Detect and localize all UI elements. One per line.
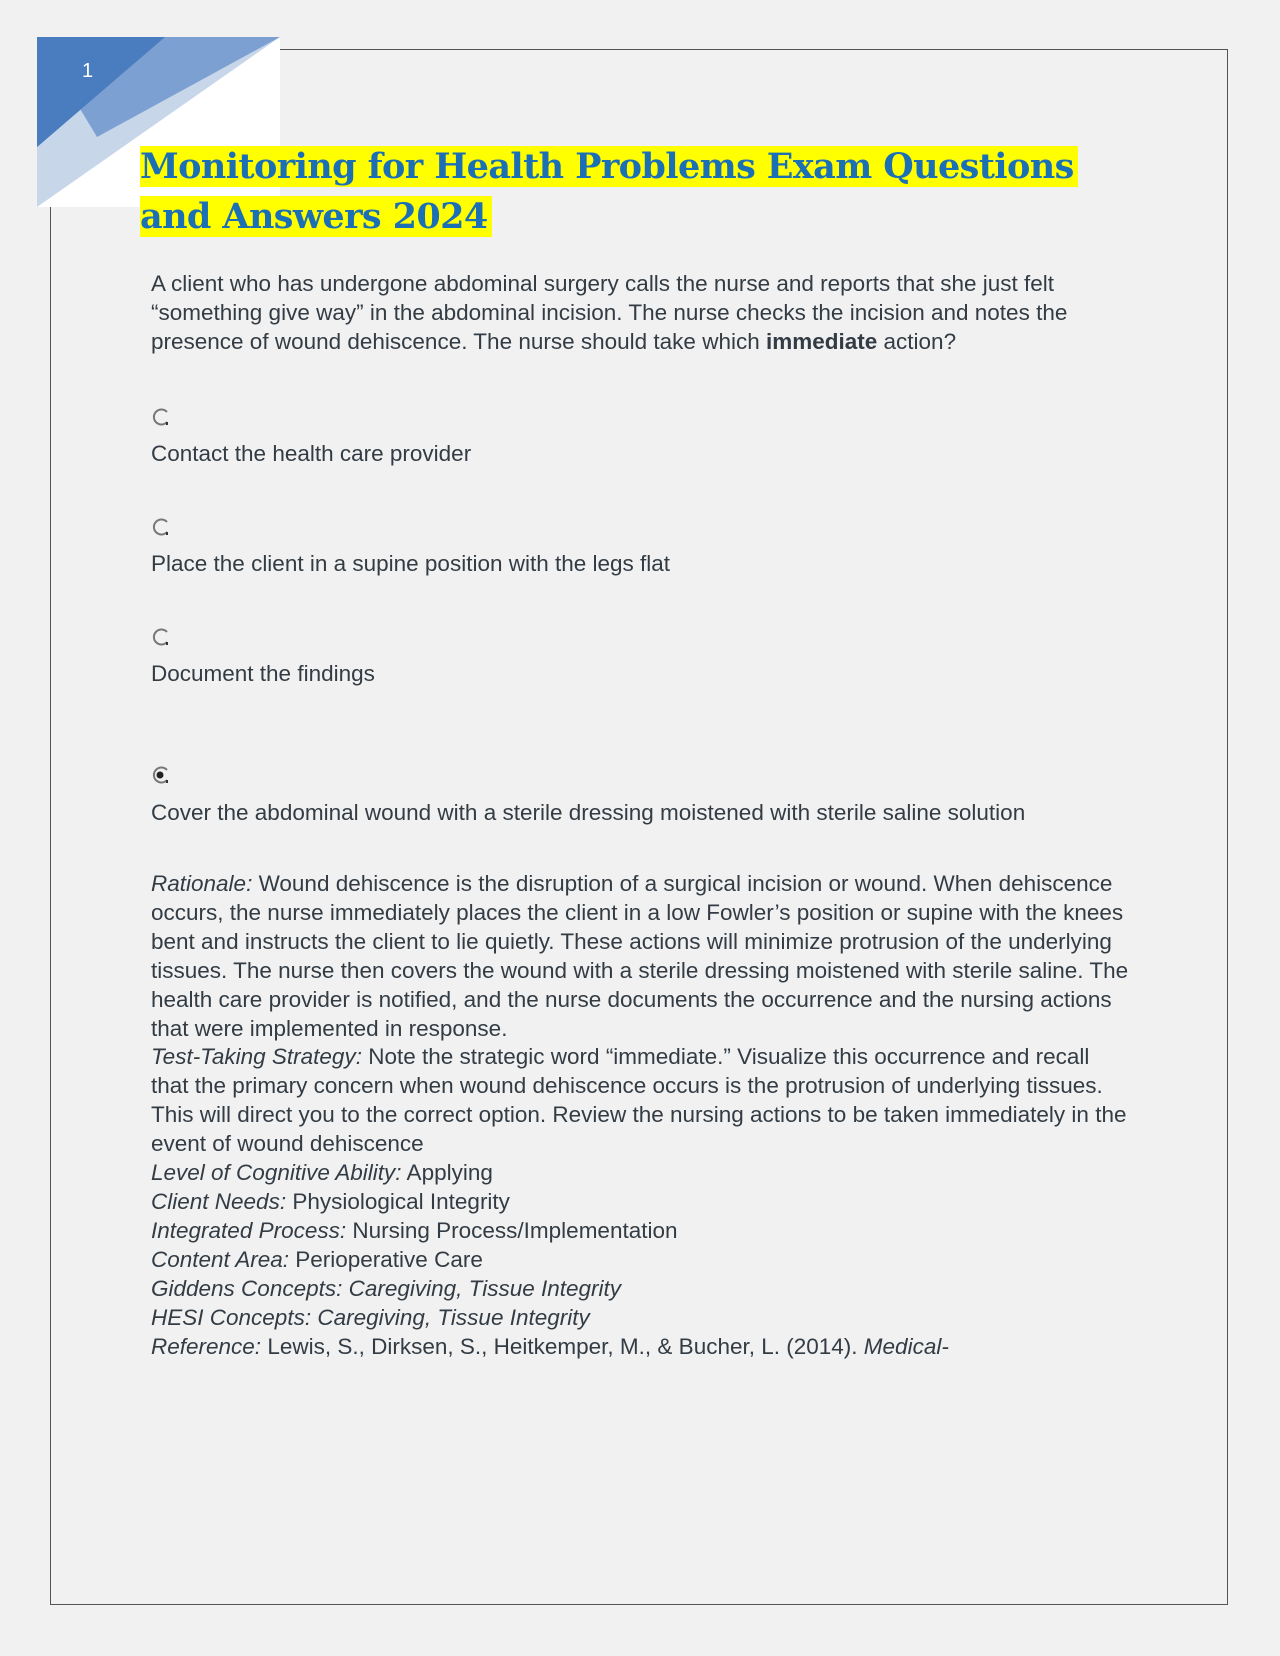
option-3-label[interactable]: Document the findings — [151, 661, 375, 686]
strategy-label: Test-Taking Strategy: — [151, 1044, 362, 1070]
question-block — [151, 270, 1131, 356]
giddens-concepts — [151, 1275, 1131, 1304]
question-text — [151, 270, 1131, 356]
title-line-1: Monitoring for Health Problems Exam Questions — [140, 146, 1078, 187]
integrated-process — [151, 1217, 1131, 1246]
integrated-process-value: Nursing Process/Implementation — [346, 1217, 678, 1243]
option-1-label[interactable]: Contact the health care provider — [151, 441, 472, 466]
page-number: 1 — [82, 60, 94, 82]
giddens-text: Giddens Concepts: Caregiving, Tissue Integrity — [151, 1275, 622, 1301]
option-2-label[interactable]: Place the client in a supine position with the legs flat — [151, 551, 671, 576]
strategy-paragraph — [151, 1043, 1131, 1159]
strategy-text: Note the strategic word “immediate.” Visualize this occurrence and recall that the primary concern when wound dehiscence occurs is the protrusion of underlying tissues. This will direct you to the correct option. Review the nursing actions to be taken immediately in the event of wound dehiscence — [151, 1044, 1127, 1157]
cognitive-label: Level of Cognitive Ability: — [151, 1160, 402, 1186]
client-needs-label: Client Needs: — [151, 1188, 287, 1214]
client-needs-value: Physiological Integrity — [286, 1188, 510, 1214]
rationale-label: Rationale: — [151, 871, 253, 896]
reference — [151, 1333, 1131, 1362]
cognitive-level — [151, 1159, 1131, 1188]
question-emphasis: immediate — [765, 328, 878, 354]
option-1-radio[interactable] — [151, 407, 171, 427]
cognitive-value: Applying — [401, 1160, 493, 1186]
rationale-text: Wound dehiscence is the disruption of a surgical incision or wound. When dehiscence occurs, the nurse immediately places the client in a low Fowler’s position or supine with the knees bent and instructs the client to lie quietly. These actions will minimize protrusion of the underlying tissues. The nurse then covers the wound with a sterile dressing moistened with sterile saline. The health care provider is notified, and the nurse documents the occurrence and the nursing actions that were implemented in response. — [151, 871, 1129, 1041]
option-4-label[interactable]: Cover the abdominal wound with a sterile dressing moistened with sterile saline solution — [151, 800, 1026, 825]
content-area-label: Content Area: — [151, 1246, 289, 1272]
reference-italic: Medical- — [863, 1333, 949, 1359]
option-2-radio[interactable] — [151, 517, 171, 537]
question-stem: A client who has undergone abdominal surgery calls the nurse and reports that she just felt “something give way” in the abdominal incision. The nurse checks the incision and notes the presence of wound dehiscence. The nurse should take which — [151, 271, 1068, 354]
page-title — [140, 142, 1100, 242]
content-area-value: Perioperative Care — [289, 1246, 483, 1272]
rationale-paragraph — [151, 870, 1131, 1043]
content-area — [151, 1246, 1131, 1275]
rationale-block — [151, 870, 1131, 1361]
reference-value: Lewis, S., Dirksen, S., Heitkemper, M., & Bucher, L. (2014). — [261, 1333, 864, 1359]
reference-label: Reference: — [151, 1333, 262, 1359]
option-4-radio-selected[interactable] — [151, 765, 171, 785]
hesi-concepts — [151, 1304, 1131, 1333]
question-end: action? — [877, 328, 957, 354]
hesi-text: HESI Concepts: Caregiving, Tissue Integrity — [151, 1304, 590, 1330]
client-needs — [151, 1188, 1131, 1217]
title-line-2: and Answers 2024 — [140, 196, 492, 237]
option-3-radio[interactable] — [151, 627, 171, 647]
integrated-process-label: Integrated Process: — [151, 1217, 347, 1243]
